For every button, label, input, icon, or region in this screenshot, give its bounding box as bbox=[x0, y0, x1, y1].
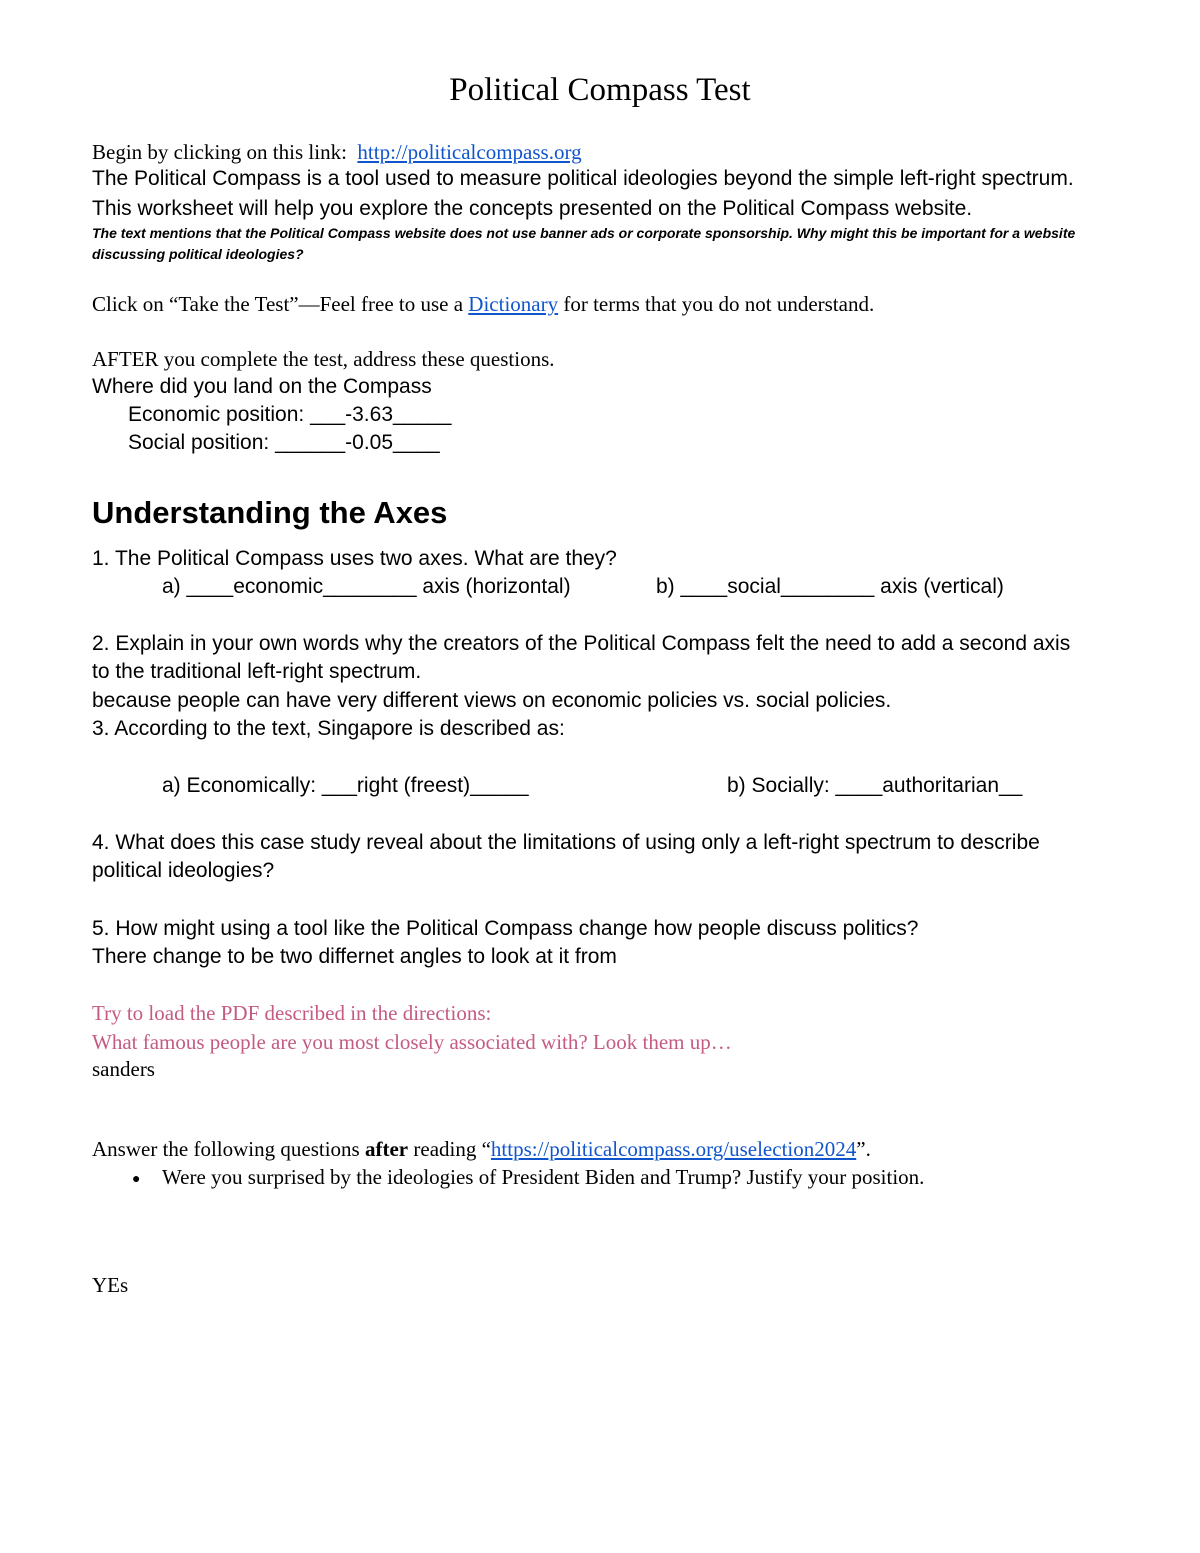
social-position: Social position: ______-0.05____ bbox=[128, 431, 440, 454]
question-1: 1. The Political Compass uses two axes. What are they? bbox=[92, 547, 617, 570]
answer-1a: a) ____economic________ axis (horizontal) bbox=[162, 575, 571, 598]
election-answer: YEs bbox=[92, 1273, 129, 1297]
election-instruction bbox=[92, 1139, 871, 1160]
page-title: Political Compass Test bbox=[449, 72, 751, 108]
economic-position: Economic position: ___-3.63_____ bbox=[128, 403, 452, 426]
bullet-icon: ● bbox=[132, 1172, 141, 1187]
uselection-link[interactable]: https://politicalcompass.org/uselection2024 bbox=[490, 1137, 857, 1161]
answer-1b: b) ____social________ axis (vertical) bbox=[656, 575, 1004, 598]
after-bold: after bbox=[364, 1137, 409, 1161]
take-test-text: Click on “Take the Test”—Feel free to use a bbox=[92, 292, 469, 316]
answer-3b: b) Socially: ____authoritarian__ bbox=[727, 774, 1023, 797]
intro-line-2: This worksheet will help you explore the concepts presented on the Political Compass website. bbox=[92, 197, 973, 220]
question-4-line-1: 4. What does this case study reveal about the limitations of using only a left-right spectrum to describe bbox=[92, 831, 1040, 854]
intro-line-1: The Political Compass is a tool used to measure political ideologies beyond the simple left-right spectrum. bbox=[92, 167, 1074, 190]
answer-3a: a) Economically: ___right (freest)_____ bbox=[162, 774, 529, 797]
take-test-suffix: for terms that you do not understand. bbox=[558, 292, 875, 316]
pdf-instruction: Try to load the PDF described in the directions: bbox=[92, 1001, 492, 1025]
election-mid: reading “ bbox=[408, 1137, 491, 1161]
question-5: 5. How might using a tool like the Political Compass change how people discuss politics? bbox=[92, 917, 919, 940]
political-compass-link[interactable]: http://politicalcompass.org bbox=[357, 140, 582, 164]
section-heading: Understanding the Axes bbox=[92, 495, 448, 530]
answer-2: because people can have very different views on economic policies vs. social policies. bbox=[92, 689, 892, 712]
question-3: 3. According to the text, Singapore is described as: bbox=[92, 717, 565, 740]
begin-line bbox=[92, 142, 582, 163]
famous-people-question: What famous people are you most closely associated with? Look them up… bbox=[92, 1030, 732, 1054]
dictionary-link[interactable]: Dictionary bbox=[468, 292, 559, 316]
question-2-line-1: 2. Explain in your own words why the creators of the Political Compass felt the need to add a second axis bbox=[92, 632, 1071, 655]
after-line: AFTER you complete the test, address these questions. bbox=[92, 347, 555, 371]
famous-people-answer: sanders bbox=[92, 1057, 155, 1081]
election-prefix: Answer the following questions bbox=[92, 1137, 365, 1161]
sponsorship-note: The text mentions that the Political Compass website does not use banner ads or corporate sponsorship. Why might this be important for a website discussing political ideologies? bbox=[92, 225, 1076, 262]
compass-question: Where did you land on the Compass bbox=[92, 375, 432, 398]
question-4-line-2: political ideologies? bbox=[92, 859, 275, 882]
question-2-line-2: to the traditional left-right spectrum. bbox=[92, 660, 422, 683]
answer-5: There change to be two differnet angles to look at it from bbox=[92, 945, 617, 968]
election-bullet-question: Were you surprised by the ideologies of President Biden and Trump? Justify your position. bbox=[162, 1165, 925, 1189]
begin-text: Begin by clicking on this link: bbox=[92, 140, 358, 164]
election-suffix: ”. bbox=[856, 1137, 871, 1161]
take-test-line bbox=[92, 294, 874, 315]
